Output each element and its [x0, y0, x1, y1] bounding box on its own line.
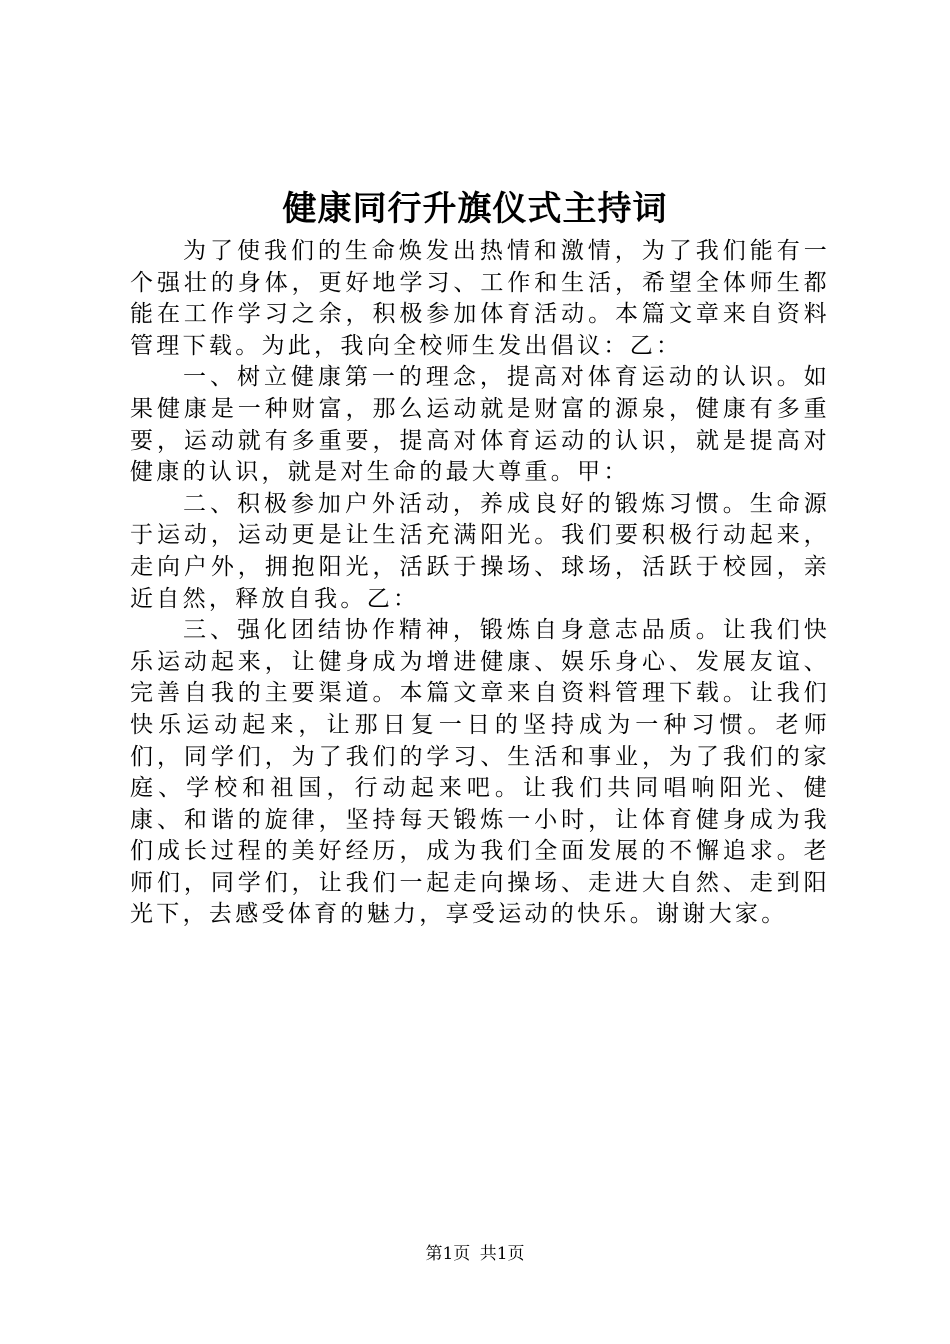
document-body — [130, 236, 830, 931]
paragraph-1: 为了使我们的生命焕发出热情和激情，为了我们能有一个强壮的身体，更好地学习、工作和生活，希望全体师生都能在工作学习之余，积极参加体育活动。本篇文章来自资料管理下载。为此，我向全校师生发出倡议：乙： — [130, 238, 830, 359]
paragraph-4: 三、强化团结协作精神，锻炼自身意志品质。让我们快乐运动起来，让健身成为增进健康、娱乐身心、发展友谊、完善自我的主要渠道。本篇文章来自资料管理下载。让我们快乐运动起来，让那日复一日的坚持成为一种习惯。老师们，同学们，为了我们的学习、生活和事业，为了我们的家庭、学校和祖国，行动起来吧。让我们共同唱响阳光、健康、和谐的旋律，坚持每天锻炼一小时，让体育健身成为我们成长过程的美好经历，成为我们全面发展的不懈追求。老师们，同学们，让我们一起走向操场、走进大自然、走到阳光下，去感受体育的魅力，享受运动的快乐。谢谢大家。 — [130, 617, 830, 928]
page-total: 共1页 — [479, 1244, 525, 1264]
document-title: 健康同行升旗仪式主持词 — [282, 189, 668, 229]
page-footer — [0, 1242, 950, 1266]
paragraph-3: 二、积极参加户外活动，养成良好的锻炼习惯。生命源于运动，运动更是让生活充满阳光。我们要积极行动起来，走向户外，拥抱阳光，活跃于操场、球场，活跃于校园，亲近自然，释放自我。乙： — [130, 490, 830, 612]
page-number: 第1页 — [425, 1244, 471, 1264]
paragraph-2: 一、树立健康第一的理念，提高对体育运动的认识。如果健康是一种财富，那么运动就是财富的源泉，健康有多重要，运动就有多重要，提高对体育运动的认识，就是提高对健康的认识，就是对生命的最大尊重。甲： — [130, 364, 830, 486]
